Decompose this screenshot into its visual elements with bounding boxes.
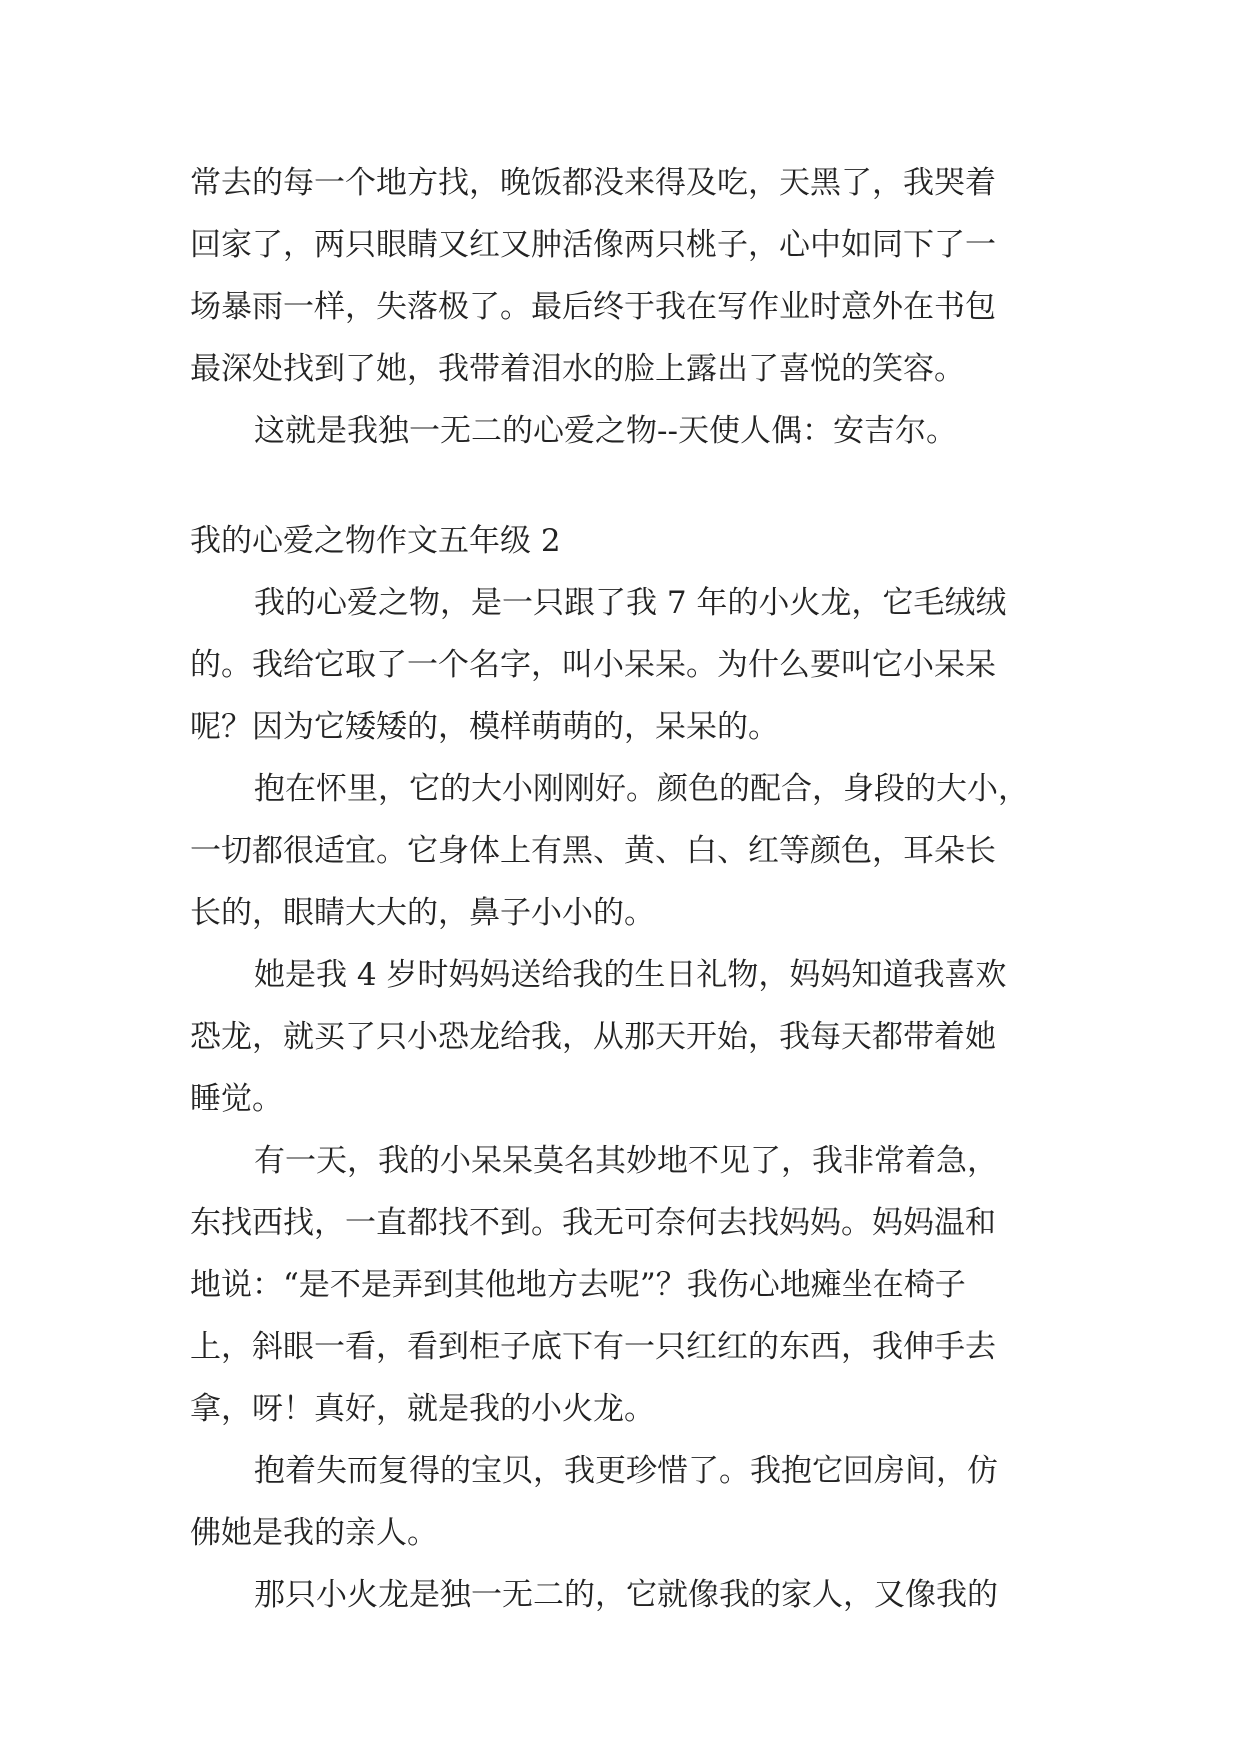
text-line: 上，斜眼一看，看到柜子底下有一只红红的东西，我伸手去	[190, 1329, 996, 1365]
text-line: 这就是我独一无二的心爱之物--天使人偶：安吉尔。	[254, 413, 957, 449]
text-line: 我的心爱之物，是一只跟了我 7 年的小火龙，它毛绒绒	[254, 585, 1007, 621]
text-line: 东找西找，一直都找不到。我无可奈何去找妈妈。妈妈温和	[190, 1205, 996, 1241]
text-line: 呢？因为它矮矮的，模样萌萌的，呆呆的。	[190, 709, 779, 745]
text-line: 有一天，我的小呆呆莫名其妙地不见了，我非常着急，	[254, 1143, 998, 1179]
text-line: 地说：“是不是弄到其他地方去呢”？我伤心地瘫坐在椅子	[190, 1267, 966, 1303]
text-line: 常去的每一个地方找，晚饭都没来得及吃，天黑了，我哭着	[190, 165, 996, 201]
text-line: 的。我给它取了一个名字，叫小呆呆。为什么要叫它小呆呆	[190, 647, 996, 683]
text-line: 最深处找到了她，我带着泪水的脸上露出了喜悦的笑容。	[190, 351, 965, 387]
text-line: 佛她是我的亲人。	[190, 1515, 438, 1551]
text-line: 睡觉。	[190, 1081, 283, 1117]
text-line: 那只小火龙是独一无二的，它就像我的家人，又像我的	[254, 1577, 998, 1613]
text-line: 拿，呀！真好，就是我的小火龙。	[190, 1391, 655, 1427]
text-line: 抱在怀里，它的大小刚刚好。颜色的配合，身段的大小，	[254, 771, 1029, 807]
text-line: 抱着失而复得的宝贝，我更珍惜了。我抱它回房间，仿	[254, 1453, 998, 1489]
text-line: 一切都很适宜。它身体上有黑、黄、白、红等颜色，耳朵长	[190, 833, 996, 869]
text-line: 恐龙，就买了只小恐龙给我，从那天开始，我每天都带着她	[190, 1019, 996, 1055]
text-line: 回家了，两只眼睛又红又肿活像两只桃子，心中如同下了一	[190, 227, 996, 263]
section-heading: 我的心爱之物作文五年级 2	[190, 523, 561, 559]
text-line: 场暴雨一样，失落极了。最后终于我在写作业时意外在书包	[190, 289, 996, 325]
text-line: 她是我 4 岁时妈妈送给我的生日礼物，妈妈知道我喜欢	[254, 957, 1007, 993]
text-line: 长的，眼睛大大的，鼻子小小的。	[190, 895, 655, 931]
